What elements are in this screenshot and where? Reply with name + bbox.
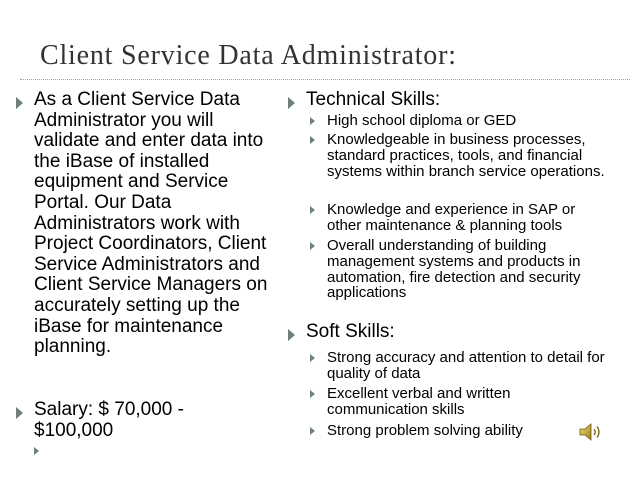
empty-bullet-icon: [34, 447, 39, 455]
soft-skills-heading: Soft Skills:: [306, 321, 395, 342]
speaker-icon[interactable]: [578, 421, 604, 443]
technical-skill-item: Knowledge and experience in SAP or other maintenance & planning tools: [327, 201, 576, 234]
bullet-icon: [310, 117, 315, 125]
technical-skill-item: Knowledgeable in business processes, standard practices, tools, and financial systems within branch service operations.: [327, 131, 605, 180]
technical-skill-item: High school diploma or GED: [327, 112, 517, 129]
bullet-icon: [16, 97, 23, 109]
bullet-icon: [310, 354, 315, 362]
bullet-icon: [310, 206, 315, 214]
bullet-icon: [310, 390, 315, 398]
salary-text: Salary: $ 70,000 - $100,000: [34, 399, 184, 441]
soft-skill-item: Excellent verbal and written communication skills: [327, 385, 511, 418]
technical-skills-heading: Technical Skills:: [306, 89, 441, 110]
technical-skill-item: Overall understanding of building management systems and products in automation, fire detection and security applications: [327, 237, 581, 302]
soft-skill-item: Strong problem solving ability: [327, 422, 523, 439]
bullet-icon: [310, 427, 315, 435]
soft-skill-item: Strong accuracy and attention to detail for quality of data: [327, 349, 605, 382]
bullet-icon: [288, 329, 295, 341]
bullet-icon: [288, 97, 295, 109]
bullet-icon: [310, 136, 315, 144]
title-divider: [20, 79, 630, 80]
slide-title: Client Service Data Administrator:: [40, 40, 457, 71]
bullet-icon: [16, 407, 23, 419]
bullet-icon: [310, 242, 315, 250]
role-description: As a Client Service Data Administrator you will validate and enter data into the iBase of installed equipment and Service Portal. Our Data Administrators work with Project Coordinators, Client Service Administrators and Client Service Managers on accurately setting up the iBase for maintenance planning.: [34, 89, 268, 358]
